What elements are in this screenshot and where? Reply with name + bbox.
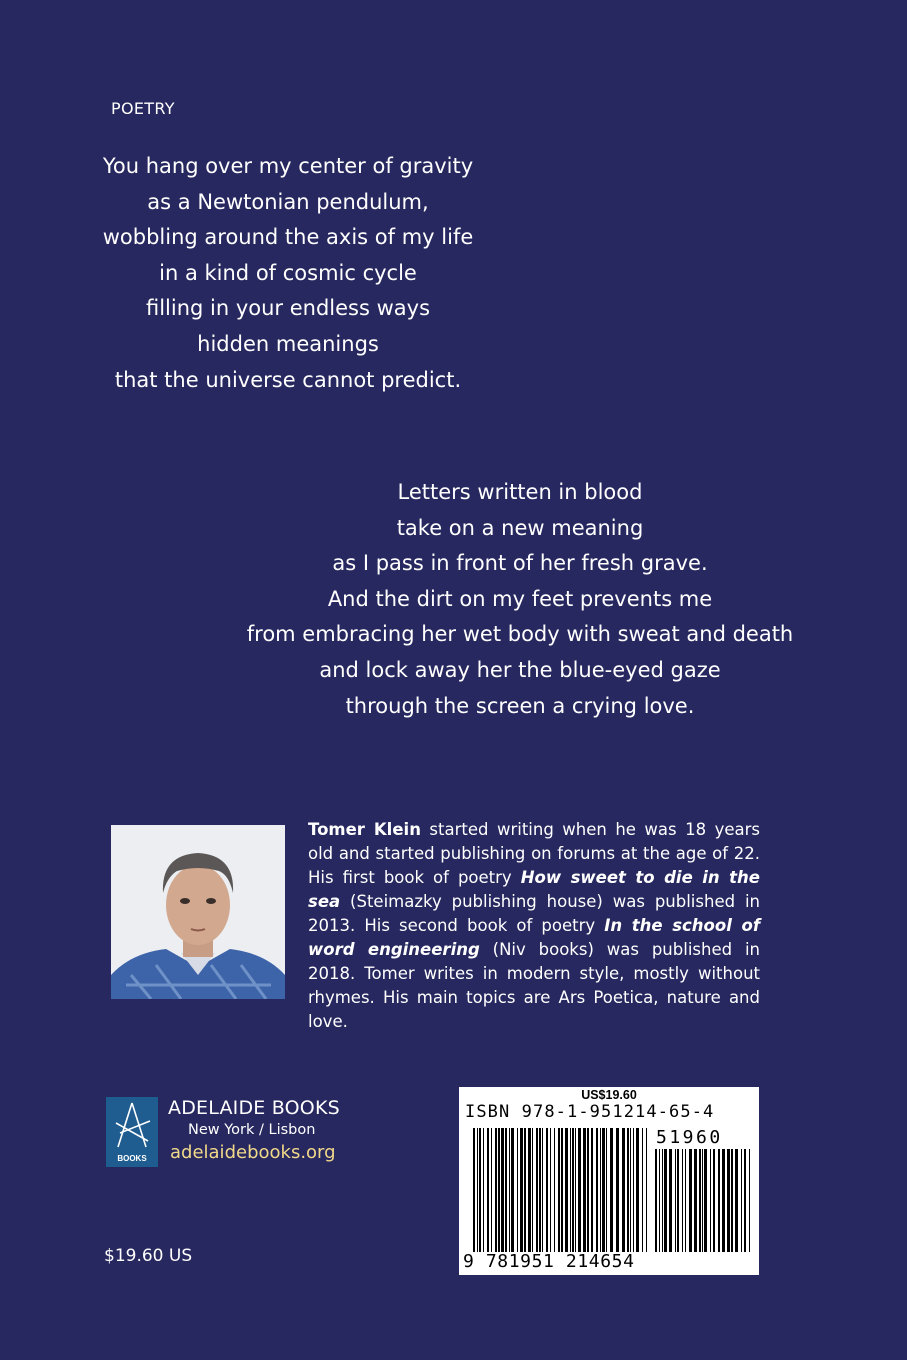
- barcode-bar: [477, 1128, 478, 1252]
- poem-excerpt-1: [60, 149, 516, 398]
- barcode-bar: [744, 1149, 746, 1252]
- barcode-bar: [483, 1128, 484, 1252]
- publisher-logo: [106, 1097, 158, 1167]
- barcode-bar: [633, 1128, 634, 1252]
- bio-text: (Niv books) was published in 2018. Tomer writes in modern style, mostly without rhymes. His main topics are Ars Poetica, nature and love.: [308, 940, 760, 1031]
- barcode-bar: [727, 1149, 730, 1252]
- barcode-bar: [554, 1128, 555, 1252]
- poem-line: and lock away her the blue-eyed gaze: [319, 657, 721, 682]
- barcode-bar: [509, 1128, 510, 1252]
- barcode-bar: [655, 1149, 657, 1252]
- poem-line: Letters written in blood: [397, 480, 643, 504]
- barcode-bar: [546, 1128, 548, 1252]
- barcode-bar: [570, 1128, 571, 1252]
- bio-text: started writing when he was 18 years old and started publishing on forums at the age of 22. His first book of poetry: [308, 820, 760, 887]
- barcode-bar: [622, 1128, 625, 1252]
- poem-line: take on a new meaning: [396, 515, 644, 540]
- barcode-bar: [704, 1149, 707, 1252]
- barcode-bar: [664, 1149, 667, 1252]
- barcode-bar: [669, 1149, 672, 1252]
- barcode-bar: [578, 1128, 581, 1252]
- barcode-bar: [610, 1128, 613, 1252]
- barcode-bar: [558, 1128, 560, 1252]
- cover-price: $19.60 US: [104, 1246, 193, 1266]
- barcode-bar: [699, 1149, 701, 1252]
- ean-digits: 9 781951 214654: [463, 1251, 635, 1272]
- author-name: Tomer Klein: [308, 820, 421, 839]
- barcode-bar: [572, 1128, 574, 1252]
- barcode-bar: [587, 1128, 589, 1252]
- barcode-bar: [702, 1149, 703, 1252]
- barcode-bar: [731, 1149, 733, 1252]
- barcode-bar: [646, 1128, 647, 1252]
- barcode-bar: [627, 1128, 629, 1252]
- barcode-bar: [722, 1149, 725, 1252]
- barcode-bar: [659, 1149, 660, 1252]
- isbn-barcode: [459, 1087, 759, 1275]
- poem-line: filling in your endless ways: [145, 296, 431, 321]
- barcode-bar: [710, 1149, 711, 1252]
- barcode-bar: [735, 1149, 738, 1252]
- barcode-bar: [561, 1128, 563, 1252]
- publisher-city: New York / Lisbon: [188, 1122, 316, 1138]
- barcode-bar: [575, 1128, 576, 1252]
- barcode-bar: [505, 1128, 507, 1252]
- barcode-bar: [550, 1128, 551, 1252]
- poem-line: as a Newtonian pendulum,: [147, 189, 429, 214]
- barcode-bar: [565, 1128, 568, 1252]
- poem-line: through the screen a crying love.: [345, 693, 695, 718]
- barcode-bar: [473, 1128, 475, 1252]
- barcode-bar: [583, 1128, 586, 1252]
- poem-line: from embracing her wet body with sweat and death: [246, 622, 794, 647]
- barcode-bar: [517, 1128, 518, 1252]
- barcode-bar: [511, 1128, 514, 1252]
- author-bio: [308, 818, 760, 1034]
- barcode-bar: [602, 1128, 605, 1252]
- barcode-bar: [491, 1128, 492, 1252]
- poem-line: as I pass in front of her fresh grave.: [332, 551, 708, 576]
- barcode-bar: [606, 1128, 607, 1252]
- barcode-bar: [542, 1128, 543, 1252]
- barcode-bar: [741, 1149, 742, 1252]
- barcode-bar: [501, 1128, 504, 1252]
- barcode-bar: [677, 1149, 679, 1252]
- isbn-number: ISBN 978-1-951214-65-4: [465, 1102, 715, 1122]
- book-title: In the school of word engineering: [308, 916, 761, 959]
- barcode-bar: [616, 1128, 619, 1252]
- barcode-bar: [689, 1149, 692, 1252]
- barcode-bar: [479, 1128, 481, 1252]
- barcode-bar: [487, 1128, 489, 1252]
- barcode-bar: [520, 1128, 523, 1252]
- poem-line: in a kind of cosmic cycle: [159, 260, 417, 285]
- poem-line: wobbling around the axis of my life: [102, 225, 474, 250]
- genre-label: POETRY: [111, 99, 175, 118]
- barcode-bar: [630, 1128, 631, 1252]
- barcode-bar: [600, 1128, 601, 1252]
- poem-line: You hang over my center of gravity: [102, 154, 474, 178]
- barcode-bar: [662, 1149, 663, 1252]
- barcode-bar: [675, 1149, 676, 1252]
- barcode-bar: [718, 1149, 720, 1252]
- poem-line: that the universe cannot predict.: [114, 367, 462, 392]
- barcode-bar: [591, 1128, 593, 1252]
- barcode-bar: [682, 1149, 683, 1252]
- barcode-bar: [642, 1128, 643, 1252]
- bio-text: (Steimazky publishing house) was published in 2013. His second book of poetry: [308, 892, 760, 935]
- publisher-url: adelaidebooks.org: [170, 1142, 336, 1163]
- addon-bars: [655, 1149, 751, 1252]
- ean-bars: [473, 1128, 649, 1252]
- poem-line: hidden meanings: [197, 331, 379, 356]
- barcode-bar: [524, 1128, 526, 1252]
- barcode-bar: [495, 1128, 497, 1252]
- barcode-bar: [685, 1149, 686, 1252]
- barcode-bar: [498, 1128, 500, 1252]
- publisher-name: ADELAIDE BOOKS: [168, 1097, 340, 1119]
- barcode-bar: [536, 1128, 538, 1252]
- barcode-bar: [636, 1128, 639, 1252]
- barcode-bar: [694, 1149, 697, 1252]
- barcode-bar: [528, 1128, 531, 1252]
- addon-number: 51960: [656, 1127, 723, 1148]
- barcode-bar: [713, 1149, 715, 1252]
- author-photo: [111, 825, 285, 999]
- poem-excerpt-2: [240, 475, 800, 724]
- poem-line: And the dirt on my feet prevents me: [327, 586, 713, 611]
- barcode-price: US$19.60: [581, 1088, 637, 1102]
- barcode-bar: [749, 1149, 750, 1252]
- book-title: How sweet to die in the sea: [308, 868, 760, 911]
- barcode-bar: [596, 1128, 598, 1252]
- barcode-bar: [539, 1128, 541, 1252]
- logo-text: BOOKS: [117, 1154, 147, 1163]
- barcode-bar: [532, 1128, 533, 1252]
